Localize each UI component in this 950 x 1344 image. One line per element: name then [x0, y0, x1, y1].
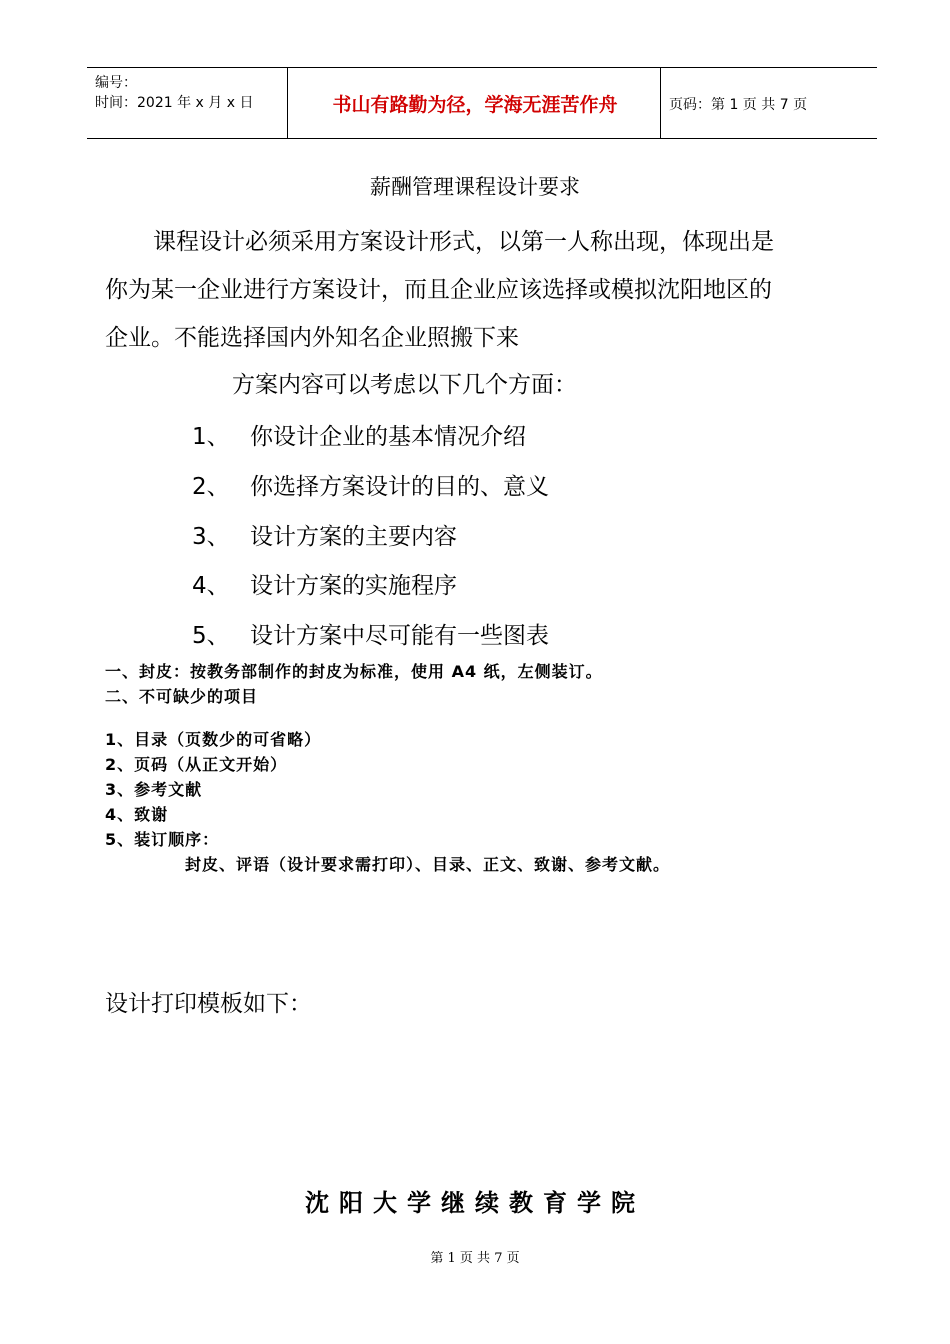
time-label: 时间：2021 年 x 月 x 日	[95, 95, 254, 111]
number-label: 编号：	[95, 75, 137, 91]
page-footer: 第 1 页 共 7 页	[430, 1251, 520, 1266]
header-motto: 书山有路勤为径，学海无涯苦作舟	[332, 94, 618, 116]
paragraph-line: 企业。不能选择国内外知名企业照搬下来	[105, 325, 519, 351]
list-item	[192, 418, 526, 451]
template-label: 设计打印模板如下：	[105, 991, 312, 1017]
list-item-text: 设计方案的主要内容	[250, 524, 457, 550]
section-two-heading: 二、不可缺少的项目	[105, 687, 259, 706]
document-header	[87, 67, 877, 139]
header-meta	[95, 73, 253, 113]
list-item-number: 2、	[192, 474, 230, 500]
list-item-text: 设计方案中尽可能有一些图表	[250, 623, 549, 649]
list-item-text: 你选择方案设计的目的、意义	[250, 474, 549, 500]
requirement-item: 5、装订顺序：	[105, 830, 220, 849]
document-title: 薪酬管理课程设计要求	[370, 175, 580, 199]
list-item-text: 你设计企业的基本情况介绍	[250, 424, 526, 450]
header-divider	[287, 68, 288, 138]
list-item-number: 5、	[192, 623, 230, 649]
requirement-item: 3、参考文献	[105, 780, 203, 799]
list-item	[192, 567, 457, 600]
cover-requirement: 一、封皮：按教务部制作的封皮为标准，使用 A4 纸，左侧装订。	[105, 662, 603, 681]
list-item	[192, 468, 549, 501]
header-divider	[660, 68, 661, 138]
list-item	[192, 518, 457, 551]
list-item-number: 1、	[192, 424, 230, 450]
content-intro: 方案内容可以考虑以下几个方面：	[232, 372, 577, 398]
requirement-item: 2、页码（从正文开始）	[105, 755, 288, 774]
requirement-item: 1、目录（页数少的可省略）	[105, 730, 322, 749]
header-page-code: 页码：第 1 页 共 7 页	[669, 97, 808, 113]
requirement-item: 4、致谢	[105, 805, 169, 824]
school-name: 沈阳大学继续教育学院	[305, 1189, 645, 1217]
intro-paragraph	[105, 218, 875, 362]
list-item-number: 3、	[192, 524, 230, 550]
binding-order: 封皮、评语（设计要求需打印）、目录、正文、致谢、参考文献。	[185, 855, 671, 874]
paragraph-line: 课程设计必须采用方案设计形式，以第一人称出现，体现出是	[153, 229, 774, 255]
paragraph-line: 你为某一企业进行方案设计，而且企业应该选择或模拟沈阳地区的	[105, 277, 772, 303]
list-item	[192, 617, 549, 650]
list-item-text: 设计方案的实施程序	[250, 573, 457, 599]
list-item-number: 4、	[192, 573, 230, 599]
